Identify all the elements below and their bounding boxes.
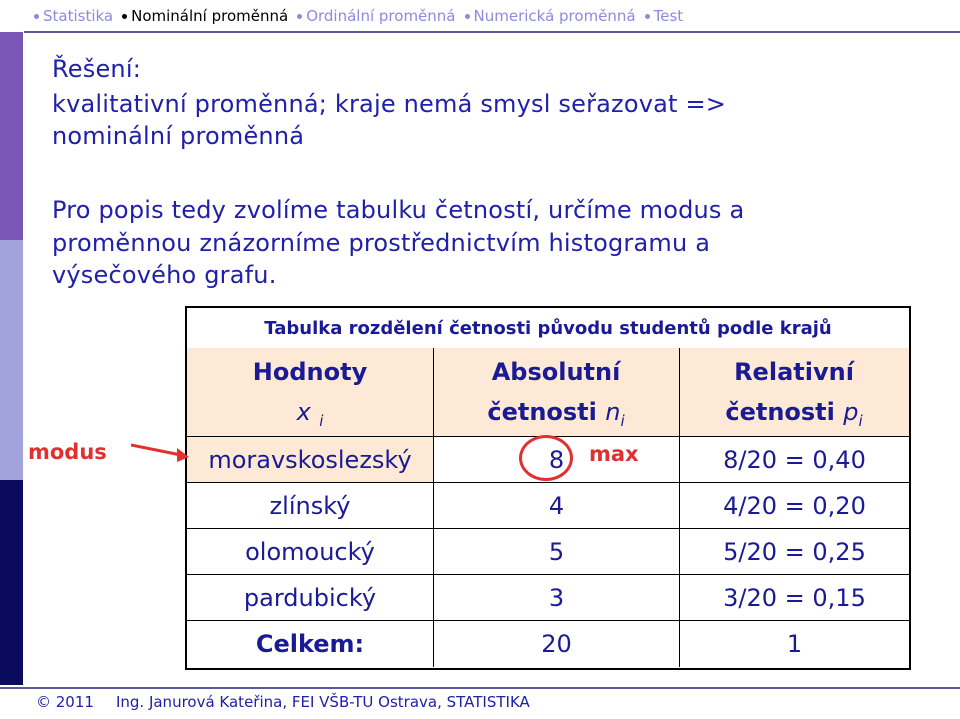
table-row-total [187, 620, 909, 667]
header-prefix: četnosti [725, 398, 835, 426]
side-strip-bottom [0, 480, 23, 685]
table-cell: moravskoslezský [187, 437, 433, 483]
arrow-right-icon [131, 440, 193, 470]
subscript: i [319, 411, 324, 430]
header-title: Relativní [734, 358, 854, 386]
subscript: i [620, 411, 625, 430]
text-line: Pro popis tedy zvolíme tabulku četností, určíme modus a [52, 196, 745, 224]
max-label: max [589, 442, 639, 466]
symbol: x [296, 398, 311, 426]
top-divider [24, 31, 960, 33]
top-navigation [0, 0, 960, 32]
bullet-icon [34, 14, 39, 19]
bullet-icon [297, 14, 302, 19]
bullet-icon [465, 14, 470, 19]
subscript: i [858, 411, 863, 430]
table-cell: 1 [679, 621, 909, 667]
table-cell: 3/20 = 0,15 [679, 575, 909, 621]
table-row [187, 436, 909, 483]
column-divider [679, 348, 680, 436]
footer [36, 693, 530, 711]
text-line: výsečového grafu. [52, 261, 277, 289]
nav-item-test[interactable] [645, 7, 684, 25]
header-symbol [433, 398, 679, 430]
column-divider [433, 348, 434, 436]
side-strip-middle [0, 240, 23, 480]
table-cell: Celkem: [255, 630, 365, 658]
frequency-table [185, 306, 911, 670]
nav-item-label: Test [653, 7, 684, 25]
header-title: Absolutní [491, 358, 621, 386]
symbol: p [843, 398, 859, 426]
table-cell: 5 [433, 529, 679, 575]
symbol: n [605, 398, 621, 426]
header-symbol [679, 398, 909, 430]
table-caption: Tabulka rozdělení četnosti původu studentů podle krajů [187, 308, 909, 349]
nav-item-nominalni[interactable] [122, 7, 288, 25]
table-cell: pardubický [243, 584, 377, 612]
header-values [187, 348, 433, 436]
nav-item-label: Numerická proměnná [473, 7, 636, 25]
author-line: Ing. Janurová Kateřina, FEI VŠB-TU Ostrava, STATISTIKA [115, 693, 530, 711]
table-row [187, 574, 909, 621]
nav-item-numericka[interactable] [465, 7, 636, 25]
nav-item-label: Nominální proměnná [131, 7, 289, 25]
header-absolute [433, 348, 679, 436]
header-symbol [187, 398, 433, 430]
side-strip-top [0, 0, 23, 240]
nav-item-statistika[interactable] [34, 7, 113, 25]
header-relative [679, 348, 909, 436]
text-line: proměnnou znázorníme prostřednictvím histogramu a [52, 229, 711, 257]
table-cell: zlínský [269, 492, 351, 520]
solution-heading: Řešení: [52, 55, 141, 83]
table-cell: 5/20 = 0,25 [679, 529, 909, 575]
nav-item-label: Ordinální proměnná [306, 7, 456, 25]
nav-item-label: Statistika [43, 7, 114, 25]
table-cell: 8 [433, 437, 679, 483]
header-prefix: četnosti [487, 398, 597, 426]
table-cell: 8/20 = 0,40 [679, 437, 909, 483]
table-cell: olomoucký [245, 538, 375, 566]
modus-label: modus [28, 440, 107, 464]
bullet-icon [645, 14, 650, 19]
bullet-icon [122, 14, 127, 19]
copyright: © 2011 [36, 693, 94, 711]
table-cell: 4/20 = 0,20 [679, 483, 909, 529]
header-title: Hodnoty [252, 358, 368, 386]
table-row [187, 528, 909, 575]
footer-divider [0, 687, 960, 689]
table-cell: 20 [433, 621, 679, 667]
text-line: nominální proměnná [52, 122, 305, 150]
table-row [187, 482, 909, 529]
table-cell: 3 [433, 575, 679, 621]
nav-item-ordinalni[interactable] [297, 7, 455, 25]
text-line: kvalitativní proměnná; kraje nemá smysl seřazovat => [52, 90, 727, 118]
table-cell: 4 [433, 483, 679, 529]
